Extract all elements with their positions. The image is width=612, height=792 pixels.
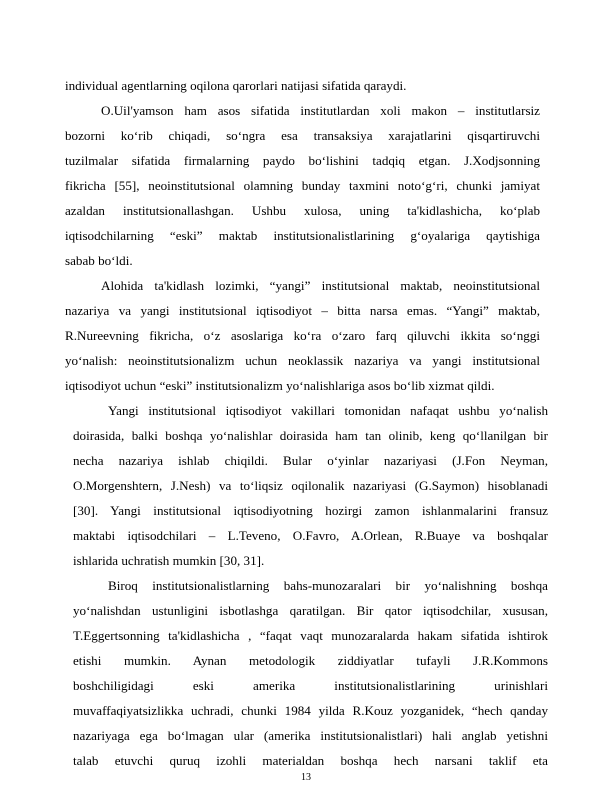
text-line: doirasida, balki boshqa yo‘nalishlar doirasida ham tan olinib, keng qo‘llanilgan bir: [73, 428, 548, 443]
text-line: etishi mumkin. Aynan metodologik ziddiyatlar tufayli J.R.Kommons: [73, 653, 548, 668]
text-line: tuzilmalar sifatida firmalarning paydo bo‘lishini tadqiq etgan. J.Xodjsonning: [65, 153, 540, 168]
text-line: ishlarida uchratish mumkin [30, 31].: [73, 553, 265, 568]
text-line: Yangi institutsional iqtisodiyot vakillari tomonidan nafaqat ushbu yo‘nalish: [108, 403, 548, 418]
text-line: T.Eggertsonning ta'kidlashicha , “faqat vaqt munozaralarda hakam sifatida ishtirok: [73, 628, 548, 643]
text-line: iqtisodiyot uchun “eski” institutsionalizm yo‘nalishlariga asos bo‘lib xizmat qildi.: [65, 378, 495, 393]
text-line: individual agentlarning oqilona qarorlari natijasi sifatida qaraydi.: [65, 78, 407, 93]
text-line: boshchiligidagi eski amerika institutsionalistlarining urinishlari: [73, 678, 548, 693]
text-line: Biroq institutsionalistlarning bahs-munozaralari bir yo‘nalishning boshqa: [108, 578, 548, 593]
text-line: nazariya va yangi institutsional iqtisodiyot – bitta narsa emas. “Yangi” maktab,: [65, 303, 540, 318]
text-line: necha nazariya ishlab chiqildi. Bular o‘yinlar nazariyasi (J.Fon Neyman,: [73, 453, 548, 468]
text-line: nazariyaga ega bo‘lmagan ular (amerika institutsionalistlari) hali anglab yetishni: [73, 728, 548, 743]
text-line: O.Uil'yamson ham asos sifatida institutlardan xoli makon – institutlarsiz: [101, 103, 540, 118]
text-line: azaldan institutsionallashgan. Ushbu xulosa, uning ta'kidlashicha, ko‘plab: [65, 203, 540, 218]
page-number: 13: [301, 772, 311, 783]
text-line: R.Nureevning fikricha, o‘z asoslariga ko‘ra o‘zaro farq qiluvchi ikkita so‘nggi: [65, 328, 540, 343]
text-line: maktabi iqtisodchilari – L.Teveno, O.Favro, A.Orlean, R.Buaye va boshqalar: [73, 528, 548, 543]
text-line: iqtisodchilarning “eski” maktab institutsionalistlarining g‘oyalariga qaytishiga: [65, 228, 540, 243]
text-line: sabab bo‘ldi.: [65, 253, 133, 268]
text-line: talab etuvchi quruq izohli materialdan boshqa hech narsani taklif eta: [73, 753, 548, 768]
text-line: bozorni ko‘rib chiqadi, so‘ngra esa transaksiya xarajatlarini qisqartiruvchi: [65, 128, 540, 143]
text-line: Alohida ta'kidlash lozimki, “yangi” institutsional maktab, neoinstitutsional: [101, 278, 540, 293]
text-line: [30]. Yangi institutsional iqtisodiyotning hozirgi zamon ishlanmalarini fransuz: [73, 503, 548, 518]
text-line: muvaffaqiyatsizlikka uchradi, chunki 1984 yilda R.Kouz yozganidek, “hech qanday: [73, 703, 548, 718]
text-line: yo‘nalishdan ustunligini isbotlashga qaratilgan. Bir qator iqtisodchilar, xususan,: [73, 603, 548, 618]
text-line: yo‘nalish: neoinstitutsionalizm uchun neoklassik nazariya va yangi institutsional: [65, 353, 540, 368]
text-line: O.Morgenshtern, J.Nesh) va to‘liqsiz oqilonalik nazariyasi (G.Saymon) hisoblanadi: [73, 478, 548, 493]
text-line: fikricha [55], neoinstitutsional olamning bunday taxmini noto‘g‘ri, chunki jamiyat: [65, 178, 540, 193]
